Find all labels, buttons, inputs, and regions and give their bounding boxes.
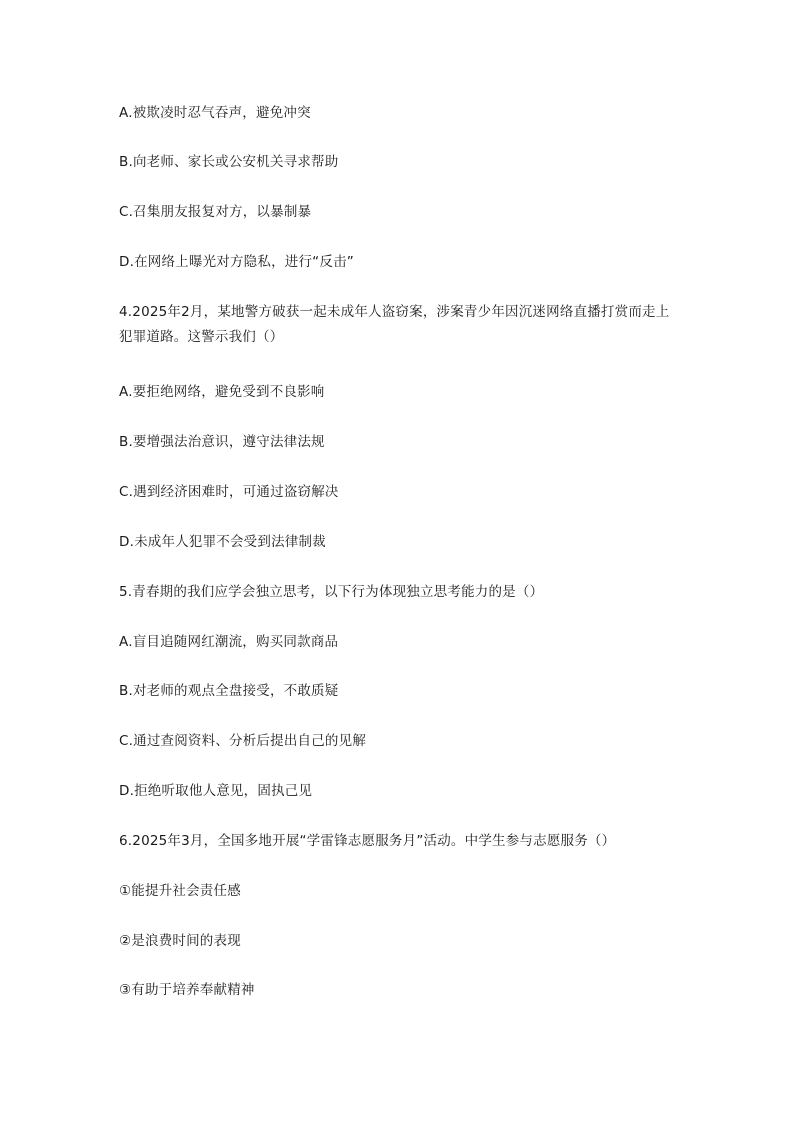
- q5-option-b: B.对老师的观点全盘接受，不敢质疑: [119, 683, 339, 699]
- q4-stem-line2: 犯罪道路。这警示我们（）: [119, 329, 284, 345]
- q3-option-c: C.召集朋友报复对方，以暴制暴: [119, 204, 312, 220]
- q5-stem: 5.青春期的我们应学会独立思考，以下行为体现独立思考能力的是（）: [119, 584, 544, 600]
- q5-option-d: D.拒绝听取他人意见，固执己见: [119, 783, 313, 799]
- q6-statement-1: ①能提升社会责任感: [119, 883, 241, 899]
- q3-option-d: D.在网络上曝光对方隐私，进行“反击”: [119, 254, 354, 270]
- q3-option-a: A.被欺凌时忍气吞声，避免冲突: [119, 105, 311, 121]
- q5-option-c: C.通过查阅资料、分析后提出自己的见解: [119, 733, 367, 749]
- q6-statement-2: ②是浪费时间的表现: [119, 933, 241, 949]
- q3-option-b: B.向老师、家长或公安机关寻求帮助: [119, 154, 339, 170]
- q4-option-b: B.要增强法治意识，遵守法律法规: [119, 434, 325, 450]
- q4-option-c: C.遇到经济困难时，可通过盗窃解决: [119, 484, 339, 500]
- q6-statement-3: ③有助于培养奉献精神: [119, 982, 255, 998]
- q5-option-a: A.盲目追随网红潮流，购买同款商品: [119, 634, 339, 650]
- q4-option-d: D.未成年人犯罪不会受到法律制裁: [119, 534, 326, 550]
- q4-stem-line1: 4.2025年2月，某地警方破获一起未成年人盗窃案，涉案青少年因沉迷网络直播打赏而走上: [119, 304, 670, 320]
- q4-option-a: A.要拒绝网络，避免受到不良影响: [119, 384, 325, 400]
- q6-stem: 6.2025年3月，全国多地开展“学雷锋志愿服务月”活动。中学生参与志愿服务（）: [119, 833, 616, 849]
